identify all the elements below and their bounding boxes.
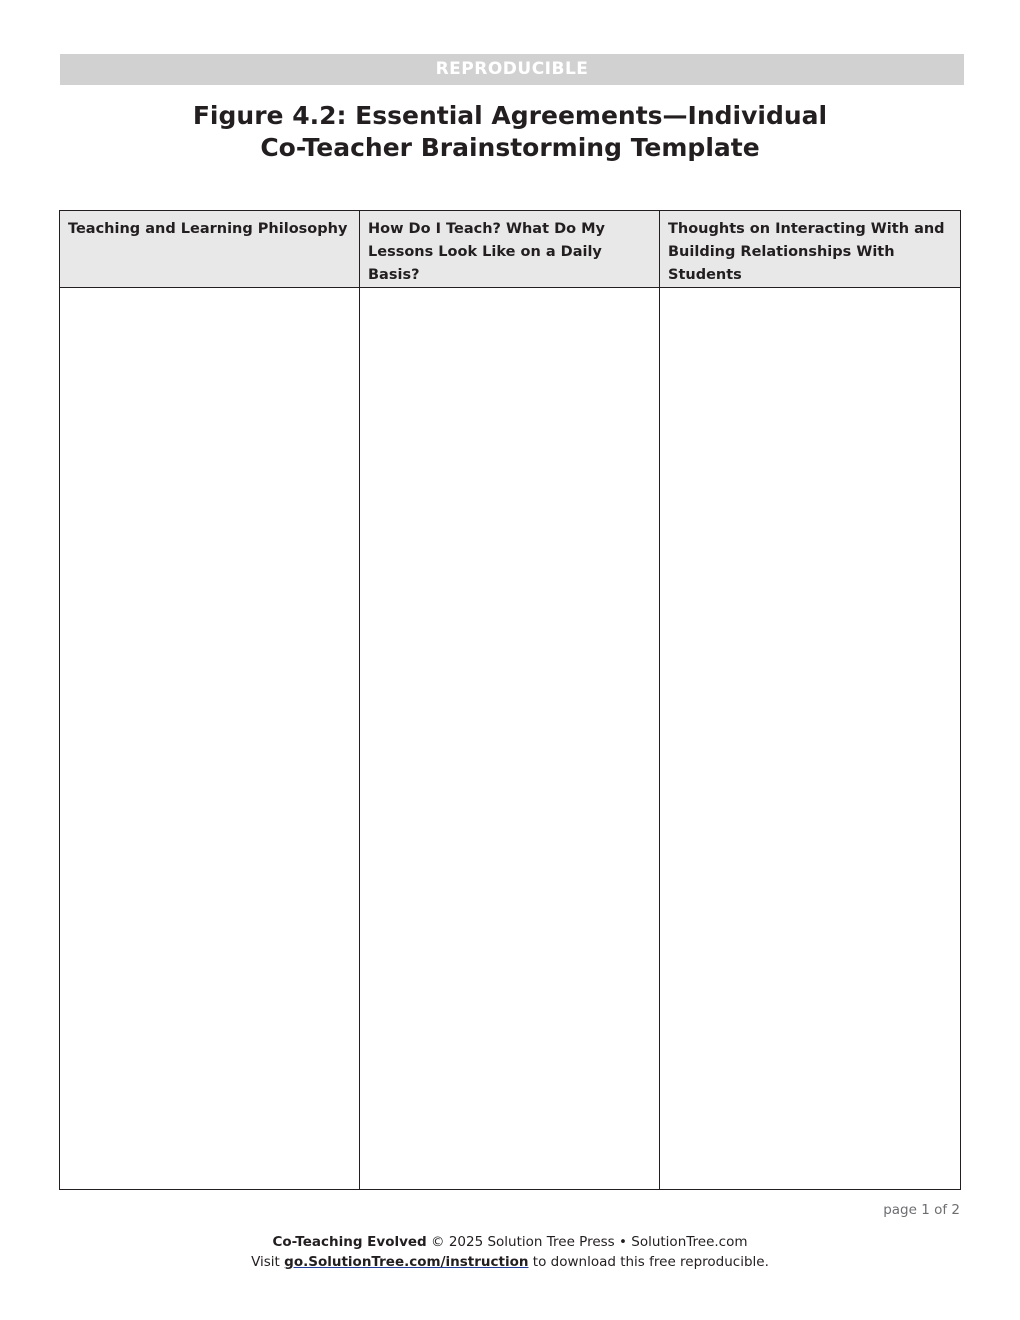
footer-visit-line bbox=[0, 1252, 1020, 1272]
table-row bbox=[60, 288, 961, 1190]
page-title bbox=[0, 100, 1020, 164]
writing-area-philosophy[interactable] bbox=[60, 288, 360, 1190]
page-number: page 1 of 2 bbox=[883, 1202, 960, 1218]
column-header-relationships: Thoughts on Interacting With and Building Relationships With Students bbox=[660, 211, 961, 288]
banner-label: REPRODUCIBLE bbox=[435, 59, 589, 79]
book-title: Co-Teaching Evolved bbox=[272, 1234, 427, 1250]
brainstorming-table bbox=[59, 210, 961, 1190]
column-header-how-i-teach: How Do I Teach? What Do My Lessons Look Like on a Daily Basis? bbox=[360, 211, 660, 288]
title-line-2: Co-Teacher Brainstorming Template bbox=[260, 133, 760, 162]
table-header-row bbox=[60, 211, 961, 288]
footer-copyright-line bbox=[0, 1232, 1020, 1252]
writing-area-relationships[interactable] bbox=[660, 288, 961, 1190]
title-line-1: Figure 4.2: Essential Agreements—Individual bbox=[192, 101, 828, 130]
reproducible-banner bbox=[60, 54, 964, 85]
visit-prefix: Visit bbox=[251, 1254, 280, 1270]
footer bbox=[0, 1232, 1020, 1272]
column-header-philosophy: Teaching and Learning Philosophy bbox=[60, 211, 360, 288]
copyright-text: © 2025 Solution Tree Press • SolutionTree.com bbox=[431, 1234, 748, 1250]
visit-suffix: to download this free reproducible. bbox=[532, 1254, 769, 1270]
writing-area-how-i-teach[interactable] bbox=[360, 288, 660, 1190]
instruction-link[interactable]: go.SolutionTree.com/instruction bbox=[284, 1254, 529, 1270]
